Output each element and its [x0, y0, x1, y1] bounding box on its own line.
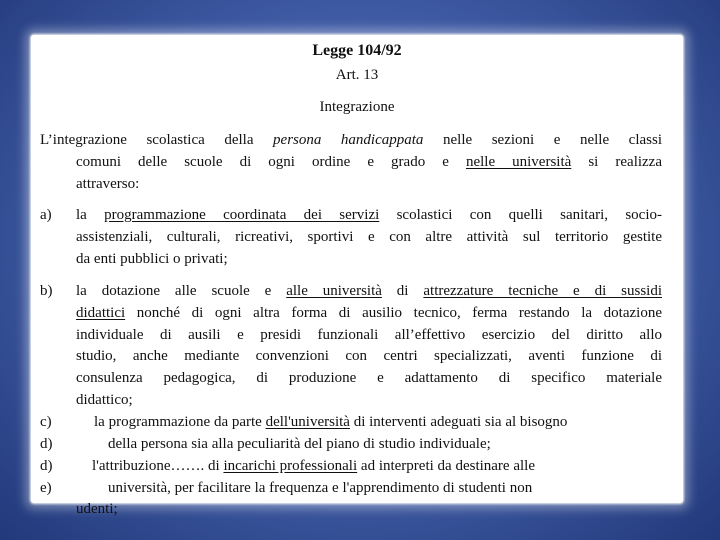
item-d1-line-1: della persona sia alla peculiarità del piano di studio individuale;	[108, 436, 491, 452]
section-heading: Integrazione	[319, 99, 395, 115]
slide-card	[31, 35, 683, 517]
item-e-line-1: università, per facilitare la frequenza e l'apprendimento di studenti non	[108, 480, 533, 496]
item-b-line-1: la dotazione alle scuole e alle università di attrezzature tecniche e di sussidi	[76, 283, 663, 299]
item-b-line-5: consulenza pedagogica, di produzione e adattamento di specifico materiale	[76, 370, 662, 386]
item-d2-marker: d)	[40, 458, 53, 474]
item-c-marker: c)	[40, 414, 52, 430]
item-e-marker: e)	[40, 480, 52, 496]
intro-line-2: comuni delle scuole di ogni ordine e grado e nelle università si realizza	[76, 154, 662, 170]
item-d2-line-1: l'attribuzione……. di incarichi professionali ad interpreti da destinare alle	[92, 458, 535, 474]
item-a-line-1: la programmazione coordinata dei servizi scolastici con quelli sanitari, socio-	[76, 207, 663, 223]
item-c-line-1: la programmazione da parte dell'università di interventi adeguati sia al bisogno	[94, 414, 568, 430]
intro-line-1: L’integrazione scolastica della persona handicappata nelle sezioni e nelle classi	[40, 132, 662, 148]
item-b-marker: b)	[40, 283, 53, 299]
item-d1-marker: d)	[40, 436, 53, 452]
item-a-marker: a)	[40, 207, 52, 223]
item-b-line-4: studio, anche mediante convenzioni con centri specializzati, aventi funzione di	[76, 348, 662, 364]
item-a-line-2: assistenziali, culturali, ricreativi, sportivi e con altre attività sul territorio gestite	[76, 229, 662, 245]
item-e-line-2: udenti;	[76, 501, 118, 517]
item-b-line-3: individuale di ausili e presidi funzionali all’effettivo esercizio del diritto allo	[76, 327, 662, 343]
law-title: Legge 104/92	[312, 42, 402, 59]
article-number: Art. 13	[335, 67, 379, 83]
intro-line-3: attraverso:	[76, 176, 140, 192]
item-b-line-6: didattico;	[76, 392, 133, 408]
item-b-line-2: didattici nonché di ogni altra forma di ausilio tecnico, ferma restando la dotazione	[76, 305, 662, 321]
item-a-line-3: da enti pubblici o privati;	[76, 251, 228, 267]
